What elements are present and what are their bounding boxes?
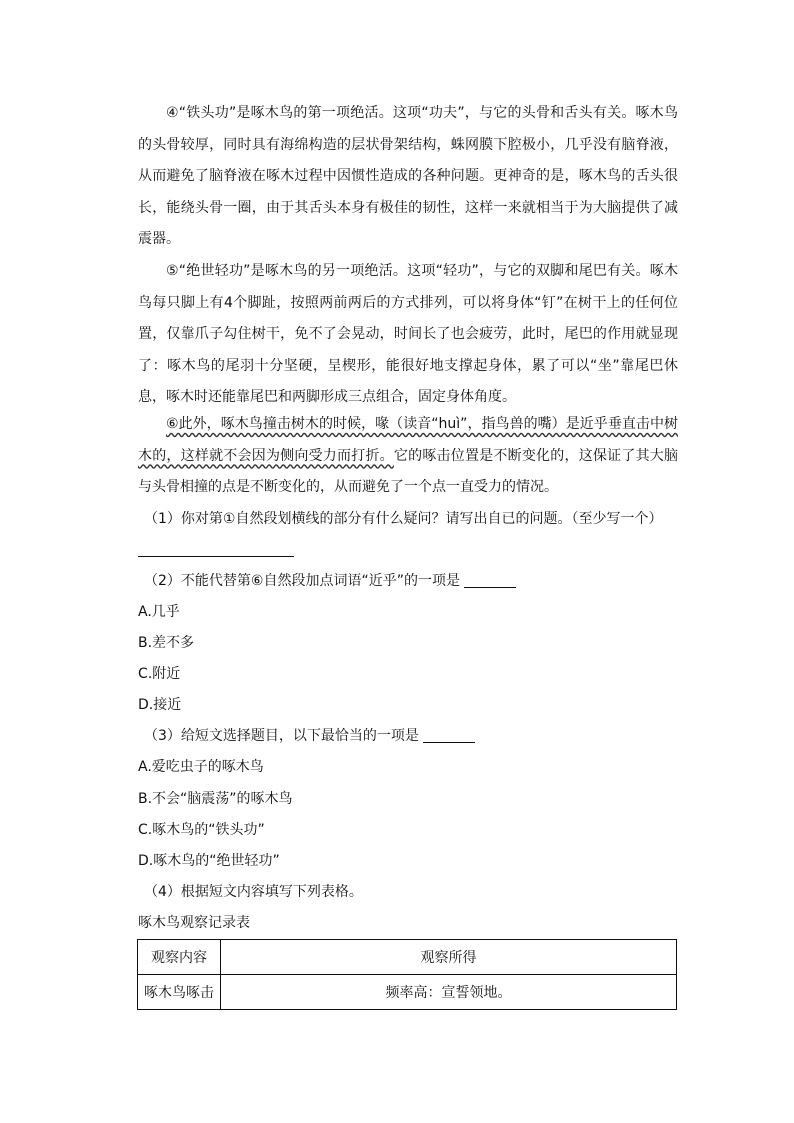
option-3c[interactable]: C.啄木鸟的“铁头功” <box>138 822 265 838</box>
option-3d[interactable]: D.啄木鸟的“绝世轻功” <box>138 853 280 869</box>
option-2d[interactable]: D.接近 <box>138 697 182 713</box>
answer-blank-q2[interactable] <box>464 573 516 588</box>
question-2 <box>144 571 516 591</box>
option-2c[interactable]: C.附近 <box>138 666 181 682</box>
paragraph-6-rest: 它的啄击位置是不断变化的，这保证了其大脑与头骨相撞的点是不断变化的，从而避免了一个点一直受力的情况。 <box>138 447 678 495</box>
answer-line-q1[interactable] <box>138 556 294 557</box>
row-cell-result[interactable]: 频率高：宣誓领地。 <box>221 975 677 1010</box>
option-2b[interactable]: B.差不多 <box>138 635 195 651</box>
header-cell-content: 观察内容 <box>138 940 221 975</box>
row-cell-content: 啄木鸟啄击 <box>138 975 221 1010</box>
table-row <box>138 975 677 1010</box>
paragraph-6 <box>138 409 678 504</box>
header-cell-result: 观察所得 <box>221 940 677 975</box>
observation-table <box>137 939 677 1010</box>
paragraph-5: ⑤“绝世轻功”是啄木鸟的另一项绝活。这项“轻功”，与它的双脚和尾巴有关。啄木鸟每只脚上有4个脚趾，按照两前两后的方式排列，可以将身体“钉”在树干上的任何位置，仅靠爪子勾住树干，免不了会晃动，时间长了也会疲劳，此时，尾巴的作用就显现了：啄木鸟的尾羽十分坚硬，呈楔形，能很好地支撑起身体，累了可以“坐”靠尾巴休息，啄木时还能靠尾巴和两脚形成三点组合，固定身体角度。 <box>138 263 678 405</box>
question-3 <box>144 726 475 746</box>
underlined-sentence: ⑥此外，啄木鸟撞击树木的时候，喙（读音“huì”，指鸟兽的嘴）是近乎垂直击中树木的，这样就不会因为侧向受力而打折。 <box>138 416 678 464</box>
answer-blank-q3[interactable] <box>423 728 475 743</box>
question-4: （4）根据短文内容填写下列表格。 <box>144 884 363 900</box>
option-2a[interactable]: A.几乎 <box>138 604 180 620</box>
table-caption: 啄木鸟观察记录表 <box>138 915 250 931</box>
question-1: （1）你对第①自然段划横线的部分有什么疑问？请写出自已的问题。（至少写一个） <box>144 511 663 527</box>
question-3-text: （3）给短文选择题目，以下最恰当的一项是 <box>144 728 419 744</box>
option-3a[interactable]: A.爱吃虫子的啄木鸟 <box>138 759 264 775</box>
option-3b[interactable]: B.不会“脑震荡”的啄木鸟 <box>138 791 293 807</box>
question-2-text: （2）不能代替第⑥自然段加点词语“近乎”的一项是 <box>144 573 460 589</box>
paragraph-4: ④“铁头功”是啄木鸟的第一项绝活。这项“功夫”，与它的头骨和舌头有关。啄木鸟的头骨较厚，同时具有海绵构造的层状骨架结构，蛛网膜下腔极小，几乎没有脑脊液，从而避免了脑脊液在啄木过程中因惯性造成的各种问题。更神奇的是，啄木鸟的舌头很长，能绕头骨一圈，由于其舌头本身有极佳的韧性，这样一来就相当于为大脑提供了减震器。 <box>138 105 678 247</box>
table-header-row <box>138 940 677 975</box>
